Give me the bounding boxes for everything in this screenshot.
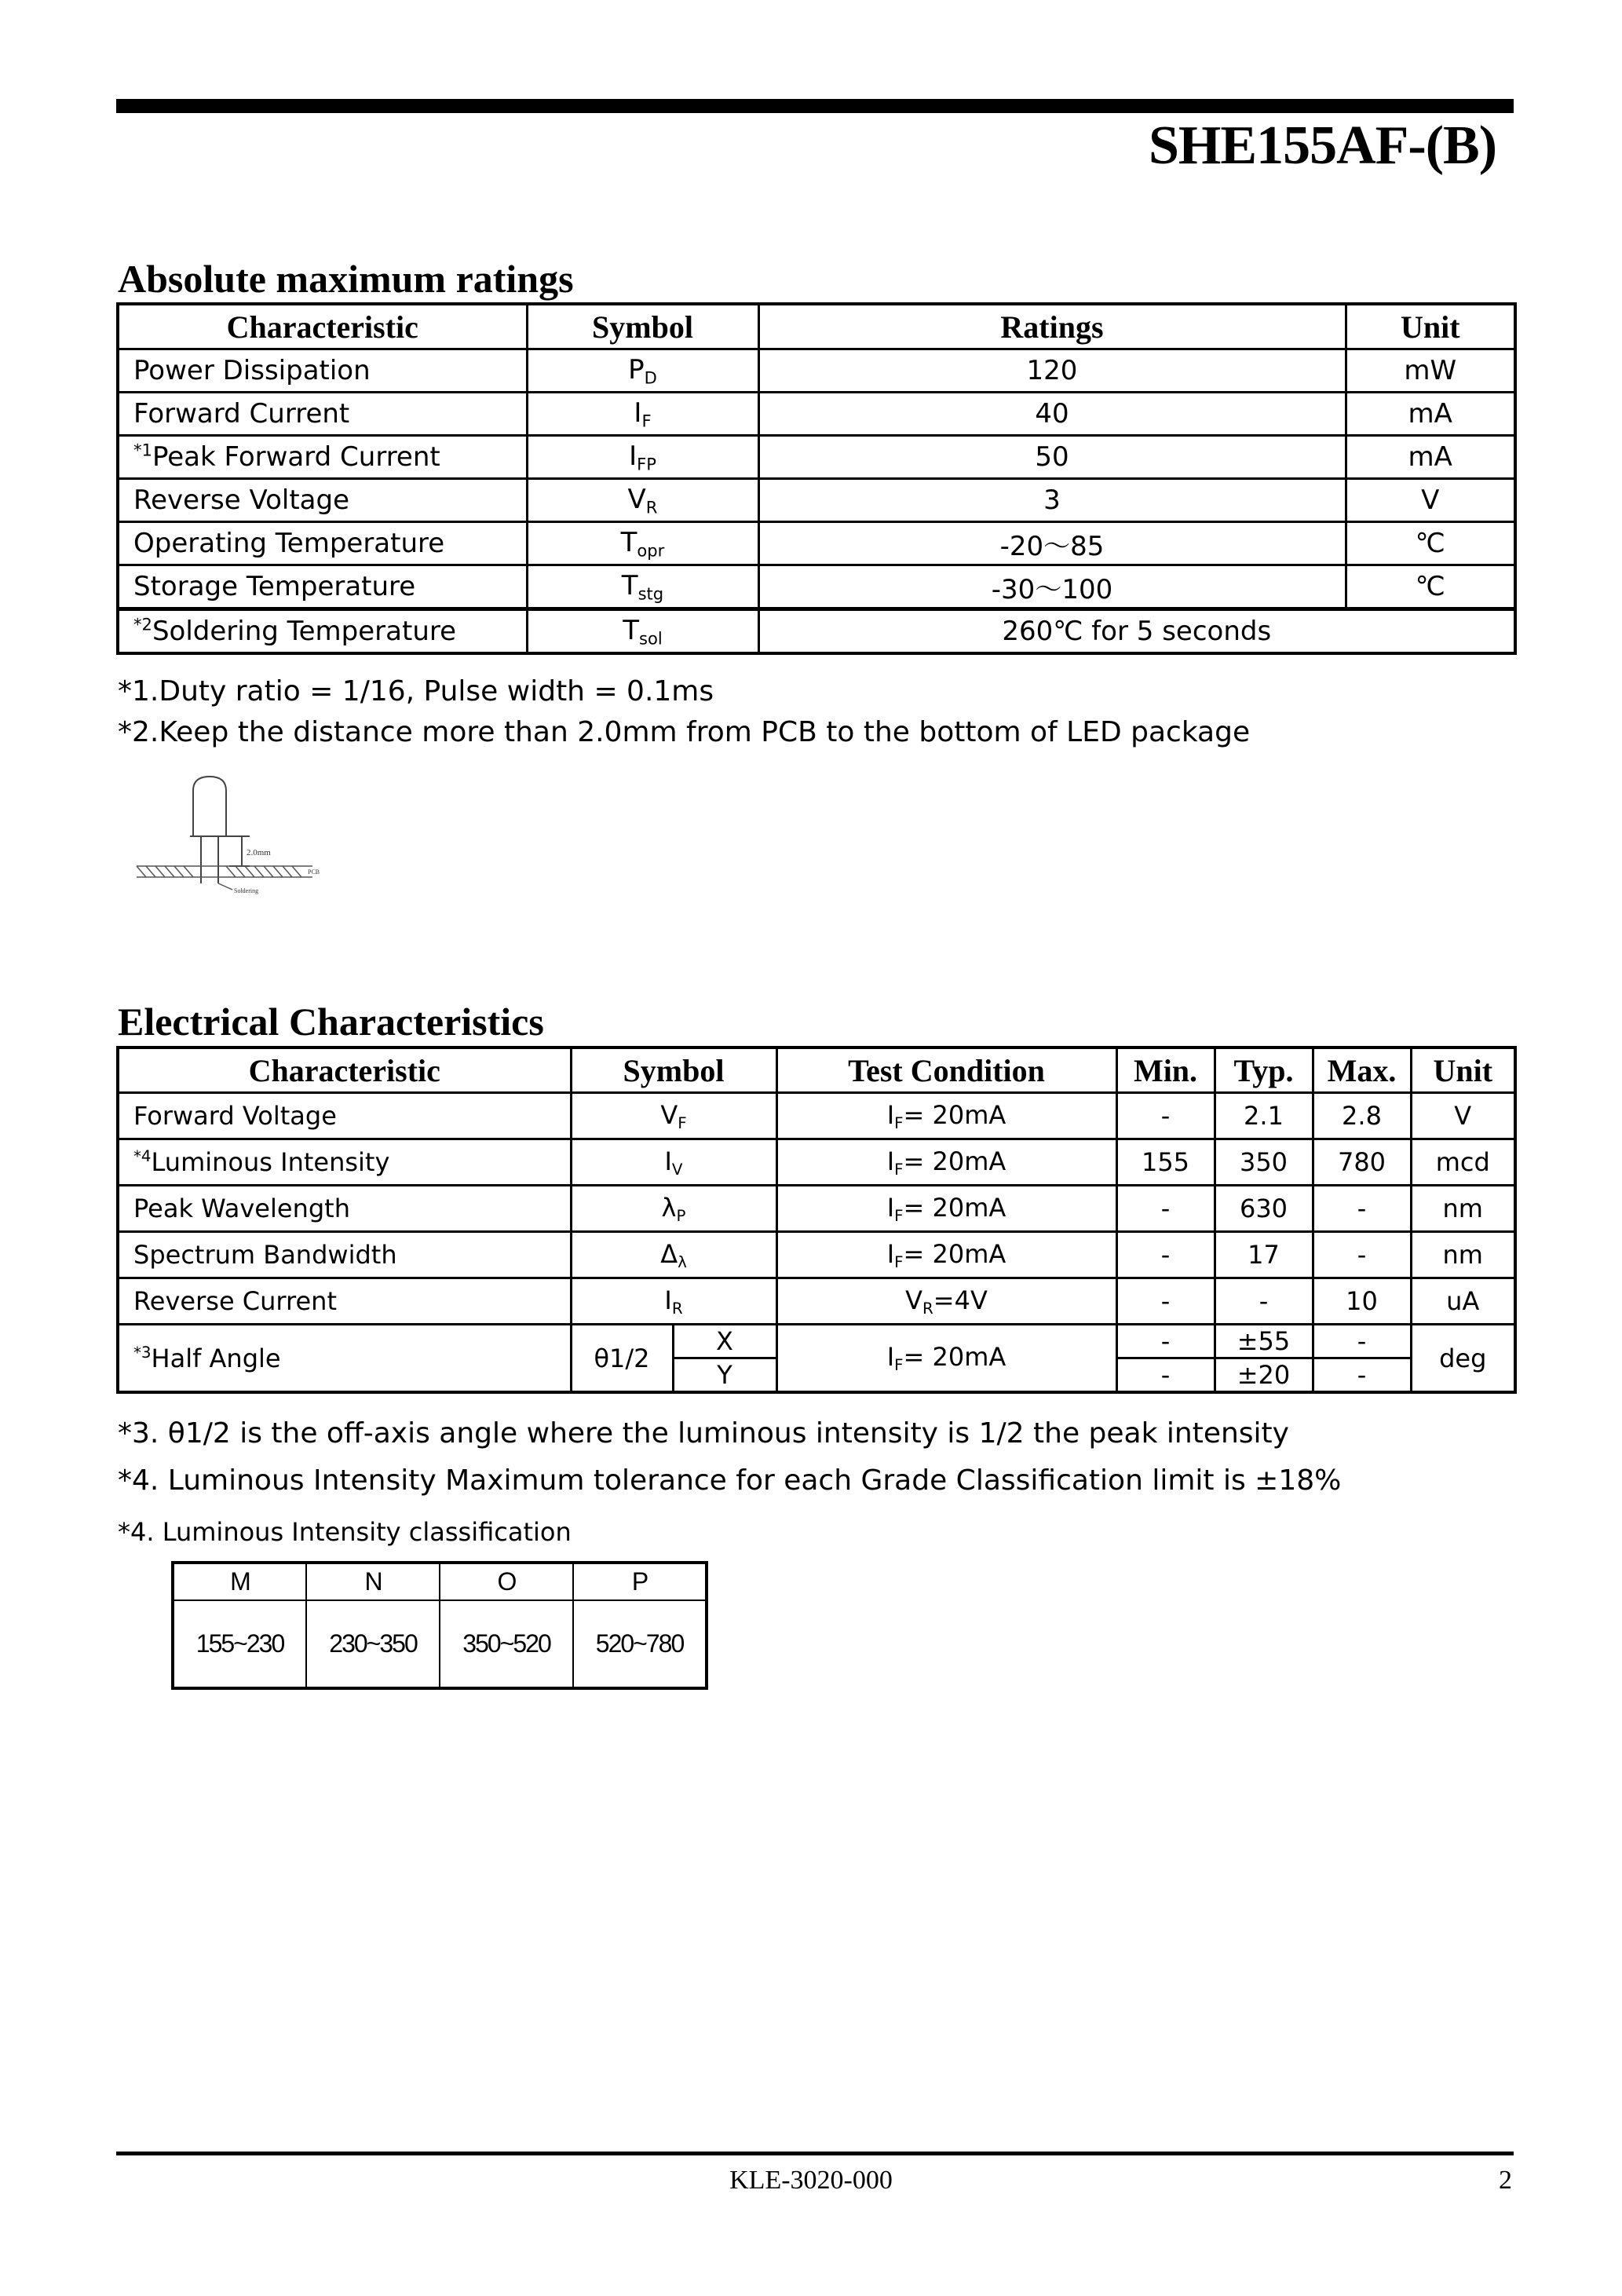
abs-row — [118, 565, 1515, 609]
ec-x-typ: ±55 — [1215, 1325, 1313, 1358]
ec-symbol: $I_V$ — [571, 1139, 776, 1186]
grade-label: M — [173, 1563, 306, 1600]
ec-note-classification: *4. Luminous Intensity classification — [118, 1517, 572, 1547]
ec-unit: mcd — [1411, 1139, 1515, 1186]
abs-characteristic: Power Dissipation — [118, 349, 527, 393]
col-unit: Unit — [1346, 304, 1515, 349]
ec-half-angle-unit: deg — [1411, 1325, 1515, 1393]
ec-row — [118, 1093, 1515, 1139]
ec-y-typ: ±20 — [1215, 1358, 1313, 1393]
ec-half-angle-condition: $I_F= 20mA$ — [776, 1325, 1116, 1393]
ec-typ: 17 — [1215, 1232, 1313, 1278]
ec-max: 780 — [1313, 1139, 1411, 1186]
abs-rating: 260℃ for 5 seconds — [758, 609, 1515, 654]
abs-unit: ℃ — [1346, 565, 1515, 609]
ec-condition: $I_F= 20mA$ — [776, 1093, 1116, 1139]
abs-symbol: $I_{FP}$ — [527, 436, 758, 479]
ec-y-min: - — [1116, 1358, 1215, 1393]
grade-range: 350~520 — [440, 1600, 573, 1688]
abs-row — [118, 479, 1515, 522]
ec-condition: $V_R=4V$ — [776, 1278, 1116, 1325]
header-rule — [116, 99, 1514, 113]
grade-range: 155~230 — [173, 1600, 306, 1688]
ec-unit: uA — [1411, 1278, 1515, 1325]
abs-characteristic: $^{*1}$Peak Forward Current — [118, 436, 527, 479]
soldering-label: Soldering — [234, 887, 259, 894]
col-characteristic: Characteristic — [118, 304, 527, 349]
ec-row — [118, 1232, 1515, 1278]
ec-note-4: *4. Luminous Intensity Maximum tolerance for each Grade Classification limit is ±18% — [118, 1464, 1342, 1497]
abs-row — [118, 349, 1515, 393]
abs-unit: mW — [1346, 349, 1515, 393]
abs-characteristic: Operating Temperature — [118, 522, 527, 565]
ec-col-min: Min. — [1116, 1047, 1215, 1093]
ec-col-symbol: Symbol — [571, 1047, 776, 1093]
ec-max: - — [1313, 1232, 1411, 1278]
abs-note-2: *2.Keep the distance more than 2.0mm from PCB to the bottom of LED package — [118, 716, 1251, 748]
grade-label: O — [440, 1563, 573, 1600]
ec-half-angle-name: $^{*3}$Half Angle — [118, 1325, 571, 1393]
abs-rating: 120 — [758, 349, 1346, 393]
ec-y-max: - — [1313, 1358, 1411, 1393]
abs-row — [118, 393, 1515, 436]
abs-symbol: $T_{stg}$ — [527, 565, 758, 609]
footer-rule — [116, 2152, 1514, 2155]
ec-max: - — [1313, 1186, 1411, 1232]
ec-symbol: $\lambda_P$ — [571, 1186, 776, 1232]
led-mounting-diagram — [132, 773, 328, 895]
ec-condition: $I_F= 20mA$ — [776, 1232, 1116, 1278]
ec-unit: nm — [1411, 1232, 1515, 1278]
ec-half-angle-symbol: θ1/2 — [571, 1325, 673, 1393]
abs-symbol: $I_F$ — [527, 393, 758, 436]
ec-max: 2.8 — [1313, 1093, 1411, 1139]
ec-symbol: $\Delta_\lambda$ — [571, 1232, 776, 1278]
abs-rating: 50 — [758, 436, 1346, 479]
ec-unit: nm — [1411, 1186, 1515, 1232]
ec-condition: $I_F= 20mA$ — [776, 1186, 1116, 1232]
abs-unit: ℃ — [1346, 522, 1515, 565]
abs-row — [118, 609, 1515, 654]
abs-symbol: $V_R$ — [527, 479, 758, 522]
ec-col-condition: Test Condition — [776, 1047, 1116, 1093]
elec-title: Electrical Characteristics — [118, 1000, 544, 1044]
ec-symbol: $V_F$ — [571, 1093, 776, 1139]
ec-col-max: Max. — [1313, 1047, 1411, 1093]
abs-note-1: *1.Duty ratio = 1/16, Pulse width = 0.1ms — [118, 675, 714, 707]
abs-symbol: $P_D$ — [527, 349, 758, 393]
ec-symbol: $I_R$ — [571, 1278, 776, 1325]
abs-unit: mA — [1346, 436, 1515, 479]
abs-symbol: $T_{sol}$ — [527, 609, 758, 654]
ec-characteristic: Forward Voltage — [118, 1093, 571, 1139]
abs-max-title: Absolute maximum ratings — [118, 257, 574, 301]
ec-min: - — [1116, 1278, 1215, 1325]
ec-axis-y: Y — [673, 1358, 776, 1393]
ec-min: 155 — [1116, 1139, 1215, 1186]
ec-characteristic: $^{*4}$Luminous Intensity — [118, 1139, 571, 1186]
ec-x-max: - — [1313, 1325, 1411, 1358]
document-code: KLE-3020-000 — [729, 2166, 893, 2195]
abs-rating: -20～85 — [758, 522, 1346, 565]
col-symbol: Symbol — [527, 304, 758, 349]
ec-min: - — [1116, 1186, 1215, 1232]
abs-characteristic: Forward Current — [118, 393, 527, 436]
classification-table — [171, 1561, 708, 1690]
ec-col-unit: Unit — [1411, 1047, 1515, 1093]
ec-row — [118, 1186, 1515, 1232]
document-title: SHE155AF-(B) — [1149, 115, 1496, 176]
page-number: 2 — [1499, 2166, 1512, 2195]
ec-typ: 630 — [1215, 1186, 1313, 1232]
grade-range: 520~780 — [573, 1600, 707, 1688]
ec-note-3: *3. θ1/2 is the off-axis angle where the luminous intensity is 1/2 the peak intensity — [118, 1417, 1289, 1450]
grade-range: 230~350 — [306, 1600, 440, 1688]
grade-label: N — [306, 1563, 440, 1600]
abs-rating: 3 — [758, 479, 1346, 522]
dim-label: 2.0mm — [247, 848, 271, 857]
abs-rating: 40 — [758, 393, 1346, 436]
ec-characteristic: Spectrum Bandwidth — [118, 1232, 571, 1278]
abs-characteristic: Reverse Voltage — [118, 479, 527, 522]
abs-row — [118, 436, 1515, 479]
col-ratings: Ratings — [758, 304, 1346, 349]
ec-min: - — [1116, 1232, 1215, 1278]
abs-row — [118, 522, 1515, 565]
ec-unit: V — [1411, 1093, 1515, 1139]
elec-table — [116, 1046, 1517, 1394]
ec-condition: $I_F= 20mA$ — [776, 1139, 1116, 1186]
abs-unit: V — [1346, 479, 1515, 522]
led-body-outline — [193, 777, 226, 836]
ec-row — [118, 1278, 1515, 1325]
abs-unit: mA — [1346, 393, 1515, 436]
ec-typ: 350 — [1215, 1139, 1313, 1186]
ec-row — [118, 1139, 1515, 1186]
ec-col-typ: Typ. — [1215, 1047, 1313, 1093]
abs-characteristic: Storage Temperature — [118, 565, 527, 609]
pcb-label: PCB — [308, 868, 320, 876]
ec-row-half-angle-x — [118, 1325, 1515, 1358]
grade-label: P — [573, 1563, 707, 1600]
abs-rating: -30～100 — [758, 565, 1346, 609]
ec-characteristic: Peak Wavelength — [118, 1186, 571, 1232]
ec-typ: 2.1 — [1215, 1093, 1313, 1139]
ec-min: - — [1116, 1093, 1215, 1139]
ec-axis-x: X — [673, 1325, 776, 1358]
ec-x-min: - — [1116, 1325, 1215, 1358]
ec-typ: - — [1215, 1278, 1313, 1325]
abs-characteristic: $^{*2}$Soldering Temperature — [118, 609, 527, 654]
abs-max-table — [116, 302, 1517, 655]
ec-col-characteristic: Characteristic — [118, 1047, 571, 1093]
ec-characteristic: Reverse Current — [118, 1278, 571, 1325]
ec-max: 10 — [1313, 1278, 1411, 1325]
abs-symbol: $T_{opr}$ — [527, 522, 758, 565]
